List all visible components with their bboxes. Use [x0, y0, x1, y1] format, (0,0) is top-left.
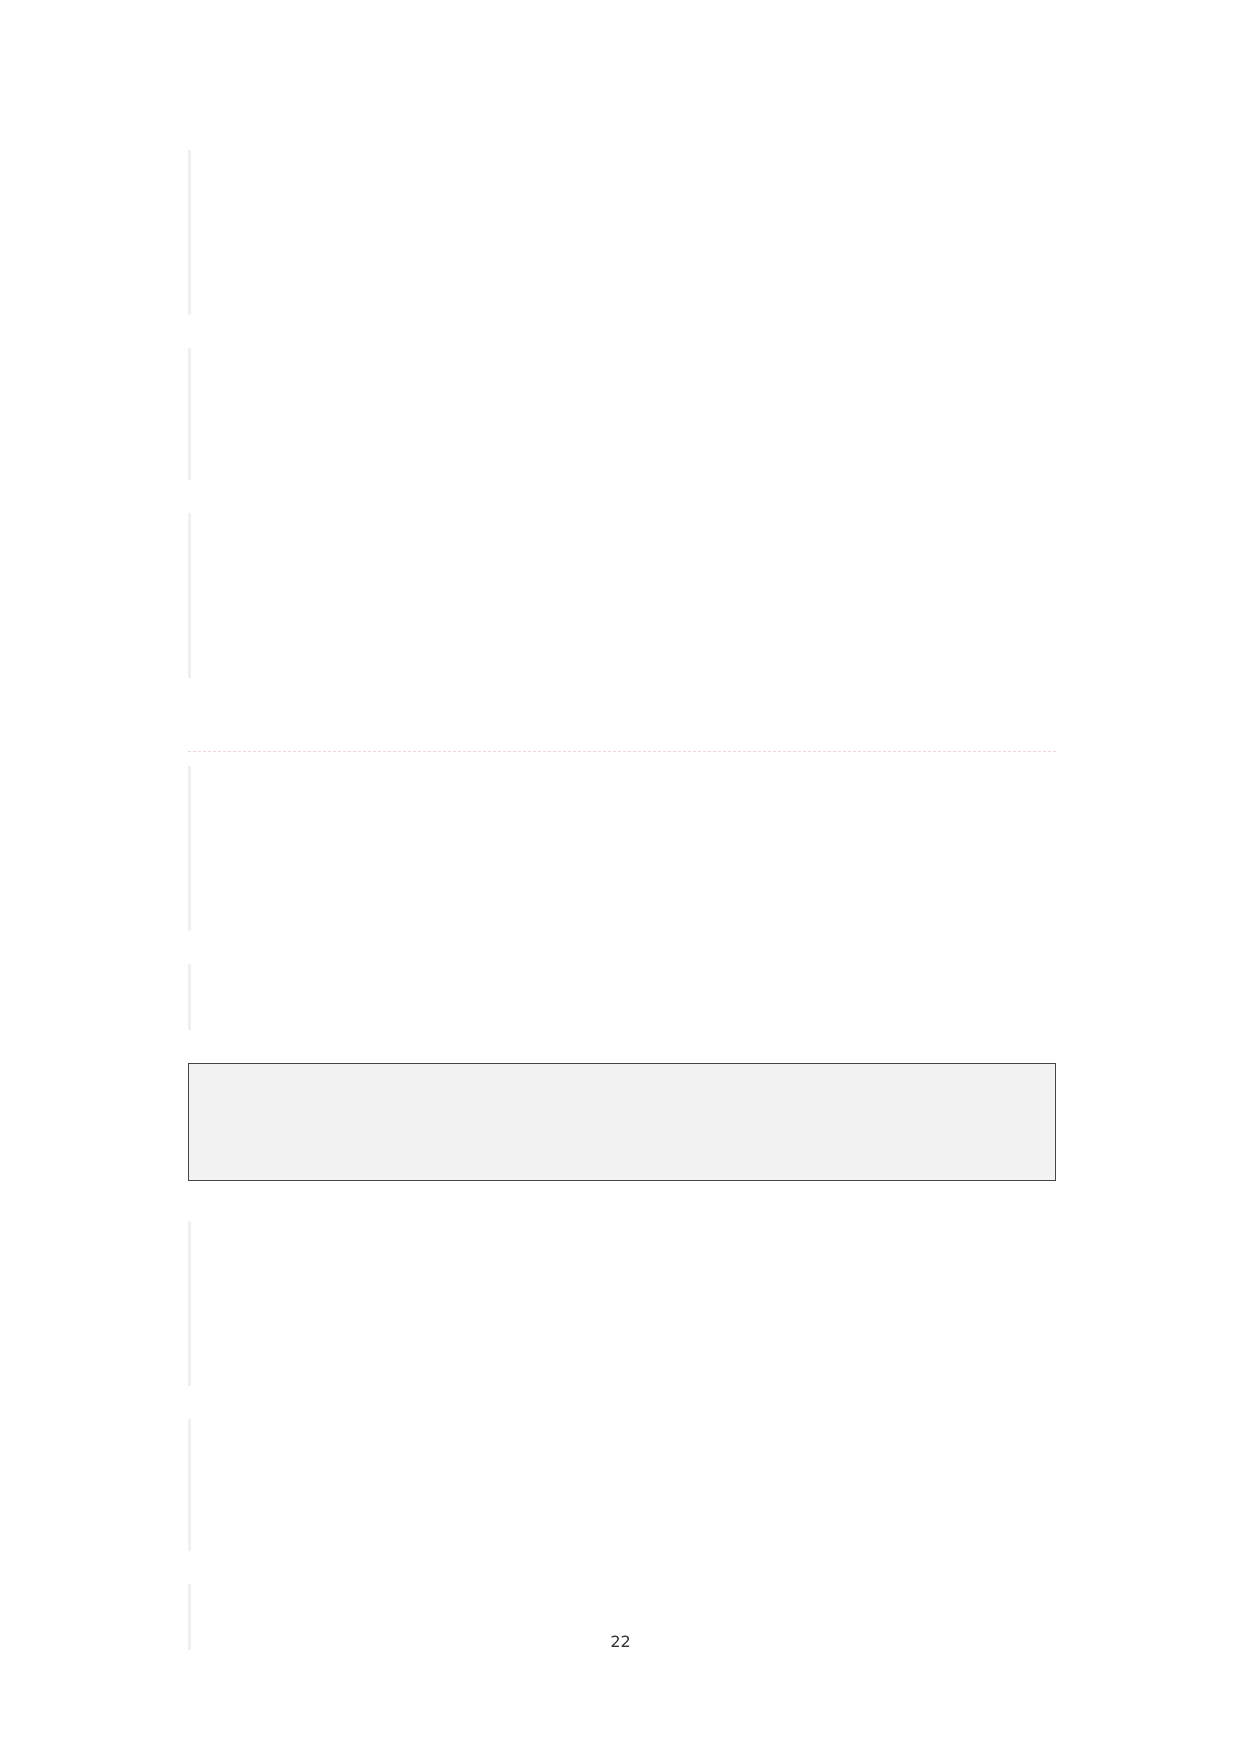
paragraph — [188, 1221, 1056, 1386]
paragraph — [188, 1419, 1056, 1551]
paragraph — [188, 513, 1056, 678]
aside-box — [188, 1063, 1056, 1181]
section-heading — [188, 711, 1056, 752]
paragraph — [188, 150, 1056, 315]
paragraph — [188, 348, 1056, 480]
page-number: 22 — [610, 1632, 631, 1651]
paragraph — [188, 964, 1056, 1030]
document-body — [188, 150, 1056, 1683]
paragraph — [188, 766, 1056, 931]
